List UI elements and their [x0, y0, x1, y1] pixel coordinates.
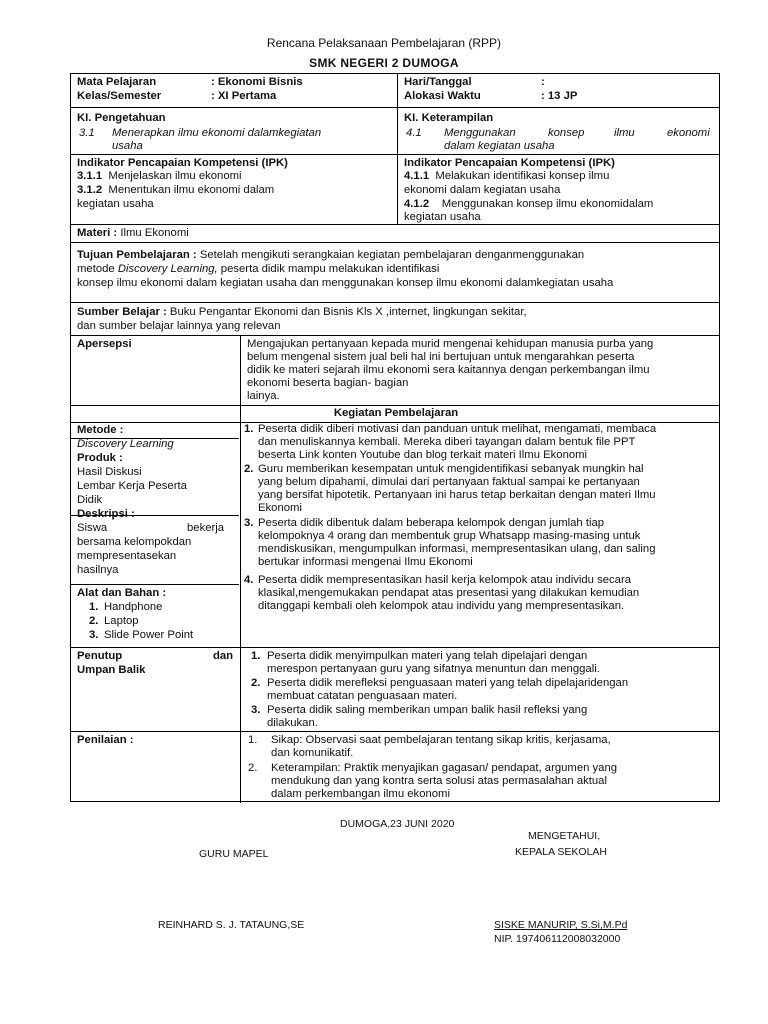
kepsek-nip: NIP. 197406112008032000	[494, 933, 621, 945]
tujuan-line: metode Discovery Learning, peserta didik mampu melakukan identifikasi	[77, 263, 440, 275]
step-num: 3.	[244, 517, 254, 529]
kegiatan-header: Kegiatan Pembelajaran	[333, 407, 459, 419]
place-date: DUMOGA,23 JUNI 2020	[340, 818, 455, 830]
ki-pengetahuan-num: 3.1	[79, 127, 95, 139]
penilaian-line: mendukung dan yang kontra serta solusi atas permasalahan aktual	[271, 775, 607, 787]
alat-item: 1. Handphone	[89, 601, 163, 613]
ipk-item-cont: ekonomi dalam kegiatan usaha	[404, 184, 561, 196]
step-line: mendiskusikan, mengumpulkan informasi, mempresentasikan ulang, dan saling	[258, 543, 656, 555]
penutup-line: dilakukan.	[267, 717, 318, 729]
penutup-line: Peserta didik menyimpulkan materi yang telah dipelajari dengan	[267, 650, 588, 662]
metode-label: Metode :	[77, 424, 124, 436]
deskripsi-line: mempresentasekan	[77, 550, 177, 562]
ki-pengetahuan-title: KI. Pengetahuan	[77, 112, 166, 124]
penutup-label: dan	[213, 650, 234, 662]
penutup-label: Umpan Balik	[77, 664, 146, 676]
step-num: 4.	[244, 574, 254, 586]
ki-keterampilan-word: konsep	[548, 127, 585, 139]
ki-pengetahuan-text-cont: usaha	[112, 140, 143, 152]
kelas-label: Kelas/Semester	[77, 90, 162, 102]
penilaian-num: 1.	[248, 734, 258, 746]
deskripsi-label: Deskripsi :	[77, 508, 135, 520]
ki-pengetahuan-text: Menerapkan ilmu ekonomi dalamkegiatan	[112, 127, 322, 139]
alokasi-label: Alokasi Waktu	[404, 90, 481, 102]
ki-keterampilan-word: ilmu	[614, 127, 635, 139]
ki-keterampilan-title: KI. Keterampilan	[404, 112, 494, 124]
step-line: dan menuliskannya kembali. Mereka diberi tayangan dalam bentuk file PPT	[258, 436, 636, 448]
produk-label: Produk :	[77, 452, 123, 464]
tujuan-line: Tujuan Pembelajaran : Setelah mengikuti serangkaian kegiatan pembelajaran denganmenggunakan	[77, 249, 585, 261]
penilaian-line: Keterampilan: Praktik menyajikan gagasan/ pendapat, argumen yang	[271, 762, 618, 774]
tujuan-line: konsep ilmu ekonomi dalam kegiatan usaha dan menggunakan konsep ilmu ekonomi dalamkegiatan usaha	[77, 277, 614, 289]
apersepsi-line: didik ke materi sejarah ilmu ekonomi sera kaitannya dengan perkembangan ilmu	[247, 364, 650, 376]
guru-name: REINHARD S. J. TATAUNG,SE	[158, 919, 305, 931]
rpp-table	[70, 73, 720, 802]
sumber-line: dan sumber belajar lainnya yang relevan	[77, 320, 281, 332]
kelas-value: : XI Pertama	[211, 90, 277, 102]
ipk-item-cont: kegiatan usaha	[404, 211, 481, 223]
produk-line: Didik	[77, 494, 103, 506]
kepsek-name: SISKE MANURIP, S.Si,M.Pd	[494, 919, 628, 931]
step-num: 1.	[244, 423, 254, 435]
apersepsi-line: belum mengenal sistem jual beli hal ini bertujuan untuk mengarahkan peserta	[247, 351, 635, 363]
alat-item: 2. Laptop	[89, 615, 139, 627]
step-line: Peserta didik mempresentasikan hasil kerja kelompok atau individu secara	[258, 574, 631, 586]
deskripsi-word: Siswa	[77, 522, 108, 534]
step-line: Peserta didik diberi motivasi dan panduan untuk melihat, mengamati, membaca	[258, 423, 657, 435]
penilaian-line: dan komunikatif.	[271, 747, 354, 759]
alokasi-value: : 13 JP	[541, 90, 578, 102]
penutup-line: Peserta didik merefleksi penguasaan materi yang telah dipelajaridengan	[267, 677, 629, 689]
ki-keterampilan-word: Menggunakan	[444, 127, 516, 139]
ki-keterampilan-num: 4.1	[406, 127, 422, 139]
penutup-num: 2.	[251, 677, 261, 689]
mapel-value: : Ekonomi Bisnis	[211, 76, 303, 88]
kepala-sekolah-label: KEPALA SEKOLAH	[515, 846, 608, 858]
deskripsi-line: bersama kelompokdan	[77, 536, 192, 548]
apersepsi-line: lainya.	[247, 390, 280, 402]
step-line: ditanggapi kembali oleh kelompok atau individu yang mempresentasikan.	[258, 600, 625, 612]
deskripsi-word: bekerja	[187, 522, 225, 534]
penutup-num: 3.	[251, 704, 261, 716]
step-line: bertukar informasi mengenai Ilmu Ekonomi	[258, 556, 473, 568]
apersepsi-line: ekonomi beserta bagian- bagian	[247, 377, 409, 389]
hari-label: Hari/Tanggal	[404, 76, 472, 88]
alat-label: Alat dan Bahan :	[77, 587, 167, 599]
penilaian-line: dalam perkembangan ilmu ekonomi	[271, 788, 450, 800]
ipk-item: 3.1.2 Menentukan ilmu ekonomi dalam	[77, 184, 275, 196]
apersepsi-label: Apersepsi	[77, 338, 132, 350]
penutup-line: Peserta didik saling memberikan umpan balik hasil refleksi yang	[267, 704, 588, 716]
produk-line: Lembar Kerja Peserta	[77, 480, 187, 492]
ipk-item: 4.1.1 Melakukan identifikasi konsep ilmu	[404, 170, 610, 182]
school-name: SMK NEGERI 2 DUMOGA	[309, 56, 459, 70]
materi-row: Materi : Ilmu Ekonomi	[77, 227, 189, 239]
produk-line: Hasil Diskusi	[77, 466, 142, 478]
ipk-item-cont: kegiatan usaha	[77, 198, 154, 210]
ki-keterampilan-text-cont: dalam kegiatan usaha	[444, 140, 555, 152]
ipk-left-title: Indikator Pencapaian Kompetensi (IPK)	[77, 157, 288, 169]
penutup-line: membuat catatan penguasaan materi.	[267, 690, 458, 702]
step-num: 2.	[244, 463, 254, 475]
penilaian-line: Sikap: Observasi saat pembelajaran tentang sikap kritis, kerjasama,	[271, 734, 611, 746]
step-line: yang bersifat hipotetik. Pertanyaan ini harus tetap berkaitan dengan materi Ilmu	[258, 489, 656, 501]
step-line: klasikal,mengemukakan pendapat atas presentasi yang dilakukan kemudian	[258, 587, 640, 599]
ki-keterampilan-word: ekonomi	[667, 127, 710, 139]
mapel-label: Mata Pelajaran	[77, 76, 157, 88]
penutup-line: merespon pertanyaan guru yang sifatnya menuntun dan menggali.	[267, 663, 600, 675]
step-line: Ekonomi	[258, 502, 302, 514]
penutup-label: Penutup	[77, 650, 123, 662]
ipk-item: 3.1.1 Menjelaskan ilmu ekonomi	[77, 170, 242, 182]
apersepsi-line: Mengajukan pertanyaan kepada murid mengenai kehidupan manusia purba yang	[247, 338, 654, 350]
alat-item: 3. Slide Power Point	[89, 629, 194, 641]
guru-mapel-label: GURU MAPEL	[199, 848, 269, 860]
hari-value: :	[541, 76, 545, 88]
sumber-line: Sumber Belajar : Buku Pengantar Ekonomi dan Bisnis Kls X ,internet, lingkungan sekitar,	[77, 306, 527, 318]
step-line: Peserta didik dibentuk dalam beberapa kelompok dengan jumlah tiap	[258, 517, 605, 529]
step-line: Guru memberikan kesempatan untuk mengidentifikasi sebanyak mungkin hal	[258, 463, 644, 475]
ipk-right-title: Indikator Pencapaian Kompetensi (IPK)	[404, 157, 615, 169]
penilaian-num: 2.	[248, 762, 258, 774]
mengetahui-label: MENGETAHUI,	[528, 830, 601, 842]
ipk-item: 4.1.2 Menggunakan konsep ilmu ekonomidalam	[404, 198, 654, 210]
step-line: beserta Link konten Youtube dan blog terkait materi Ilmu Ekonomi	[258, 449, 588, 461]
document-title: Rencana Pelaksanaan Pembelajaran (RPP)	[266, 36, 502, 50]
step-line: kelompoknya 4 orang dan membentuk grup Whatsapp masing-masing untuk	[258, 530, 641, 542]
penutup-num: 1.	[251, 650, 261, 662]
metode-value: Discovery Learning	[77, 438, 174, 450]
deskripsi-line: hasilnya	[77, 564, 119, 576]
step-line: yang belum dipahami, dimulai dari pertanyaan faktual sampai ke pertanyaan	[258, 476, 640, 488]
penilaian-label: Penilaian :	[77, 734, 134, 746]
